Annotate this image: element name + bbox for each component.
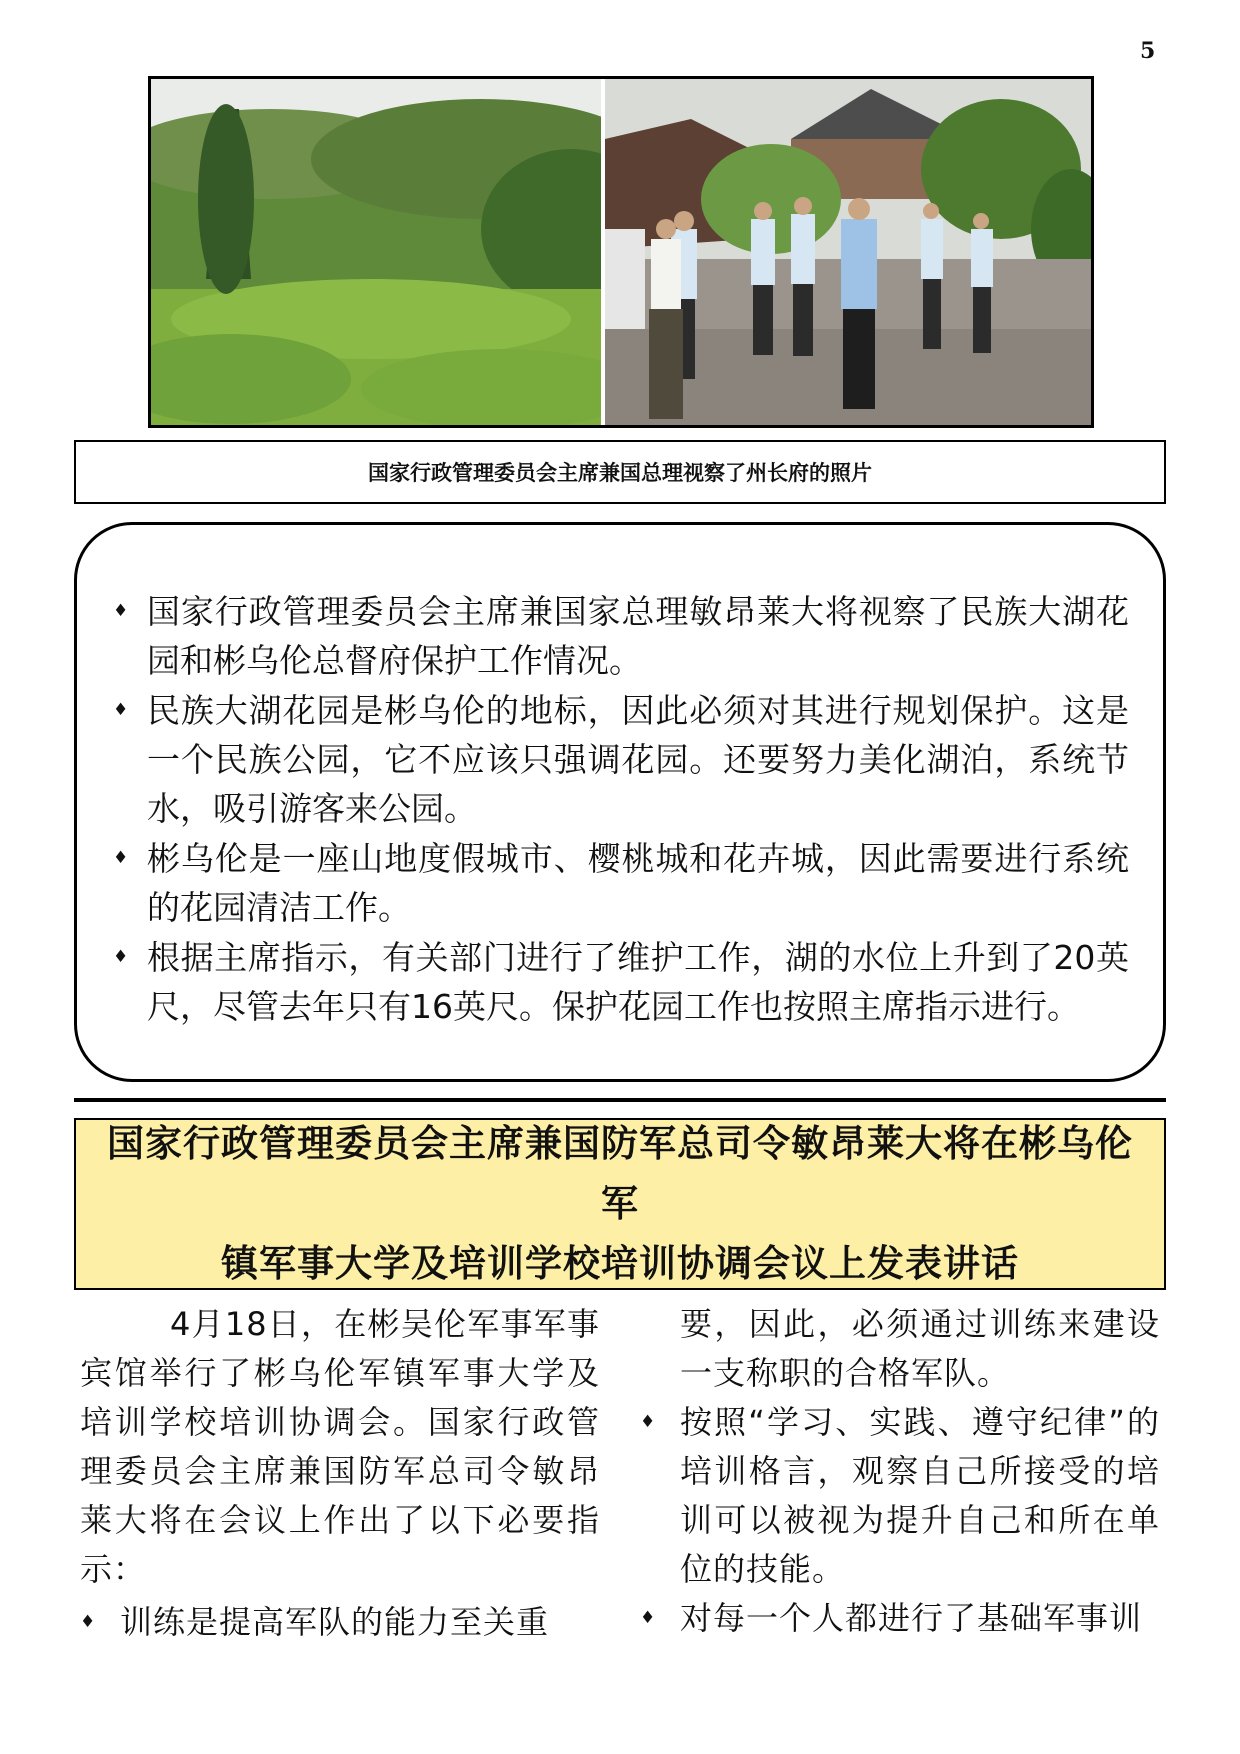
- photo-caption: 国家行政管理委员会主席兼国总理视察了州长府的照片: [74, 440, 1166, 504]
- list-item: ♦ 民族大湖花园是彬乌伦的地标，因此必须对其进行规划保护。这是一个民族公园，它不应该只强调花园。还要努力美化湖泊，系统节水，吸引游客来公园。: [113, 686, 1129, 833]
- bullet-icon: ♦: [80, 1612, 97, 1632]
- page-number: 5: [1140, 38, 1156, 64]
- article-column-left: [80, 1300, 600, 1647]
- list-item: ♦ 彬乌伦是一座山地度假城市、樱桃城和花卉城，因此需要进行系统的花园清洁工作。: [113, 834, 1129, 932]
- bullet-icon: ♦: [640, 1608, 657, 1628]
- headline: [96, 1114, 1144, 1294]
- headline-line-1: 国家行政管理委员会主席兼国防军总司令敏昂莱大将在彬乌伦军: [107, 1122, 1133, 1225]
- photo-image: [151, 79, 1091, 425]
- bullet-icon: ♦: [640, 1412, 657, 1432]
- headline-line-2: 镇军事大学及培训学校培训协调会议上发表讲话: [221, 1242, 1019, 1285]
- headline-box: [74, 1118, 1166, 1290]
- summary-box: [74, 522, 1166, 1082]
- article-continuation: 要，因此，必须通过训练来建设一支称职的合格军队。: [680, 1305, 1160, 1392]
- summary-list: [113, 587, 1129, 1031]
- section-divider: [74, 1098, 1166, 1102]
- list-item: ♦ 对每一个人都进行了基础军事训: [640, 1594, 1160, 1643]
- list-item: ♦ 按照“学习、实践、遵守纪律”的培训格言，观察自己所接受的培训可以被视为提升自己和所在单位的技能。: [640, 1398, 1160, 1594]
- bullet-icon: ♦: [113, 601, 129, 621]
- bullet-icon: ♦: [113, 848, 129, 868]
- photo: [148, 76, 1094, 428]
- article-column-right: [640, 1300, 1160, 1643]
- list-item: ♦ 根据主席指示，有关部门进行了维护工作，湖的水位上升到了20英尺，尽管去年只有16英尺。保护花园工作也按照主席指示进行。: [113, 933, 1129, 1031]
- bullet-icon: ♦: [113, 700, 129, 720]
- list-item: ♦ 国家行政管理委员会主席兼国家总理敏昂莱大将视察了民族大湖花园和彬乌伦总督府保护工作情况。: [113, 587, 1129, 685]
- bullet-icon: ♦: [113, 947, 129, 967]
- article-intro: 4月18日，在彬吴伦军事军事宾馆举行了彬乌伦军镇军事大学及培训学校培训协调会。国家行政管理委员会主席兼国防军总司令敏昂莱大将在会议上作出了以下必要指示：: [80, 1305, 600, 1588]
- list-item: ♦ 训练是提高军队的能力至关重: [80, 1598, 600, 1647]
